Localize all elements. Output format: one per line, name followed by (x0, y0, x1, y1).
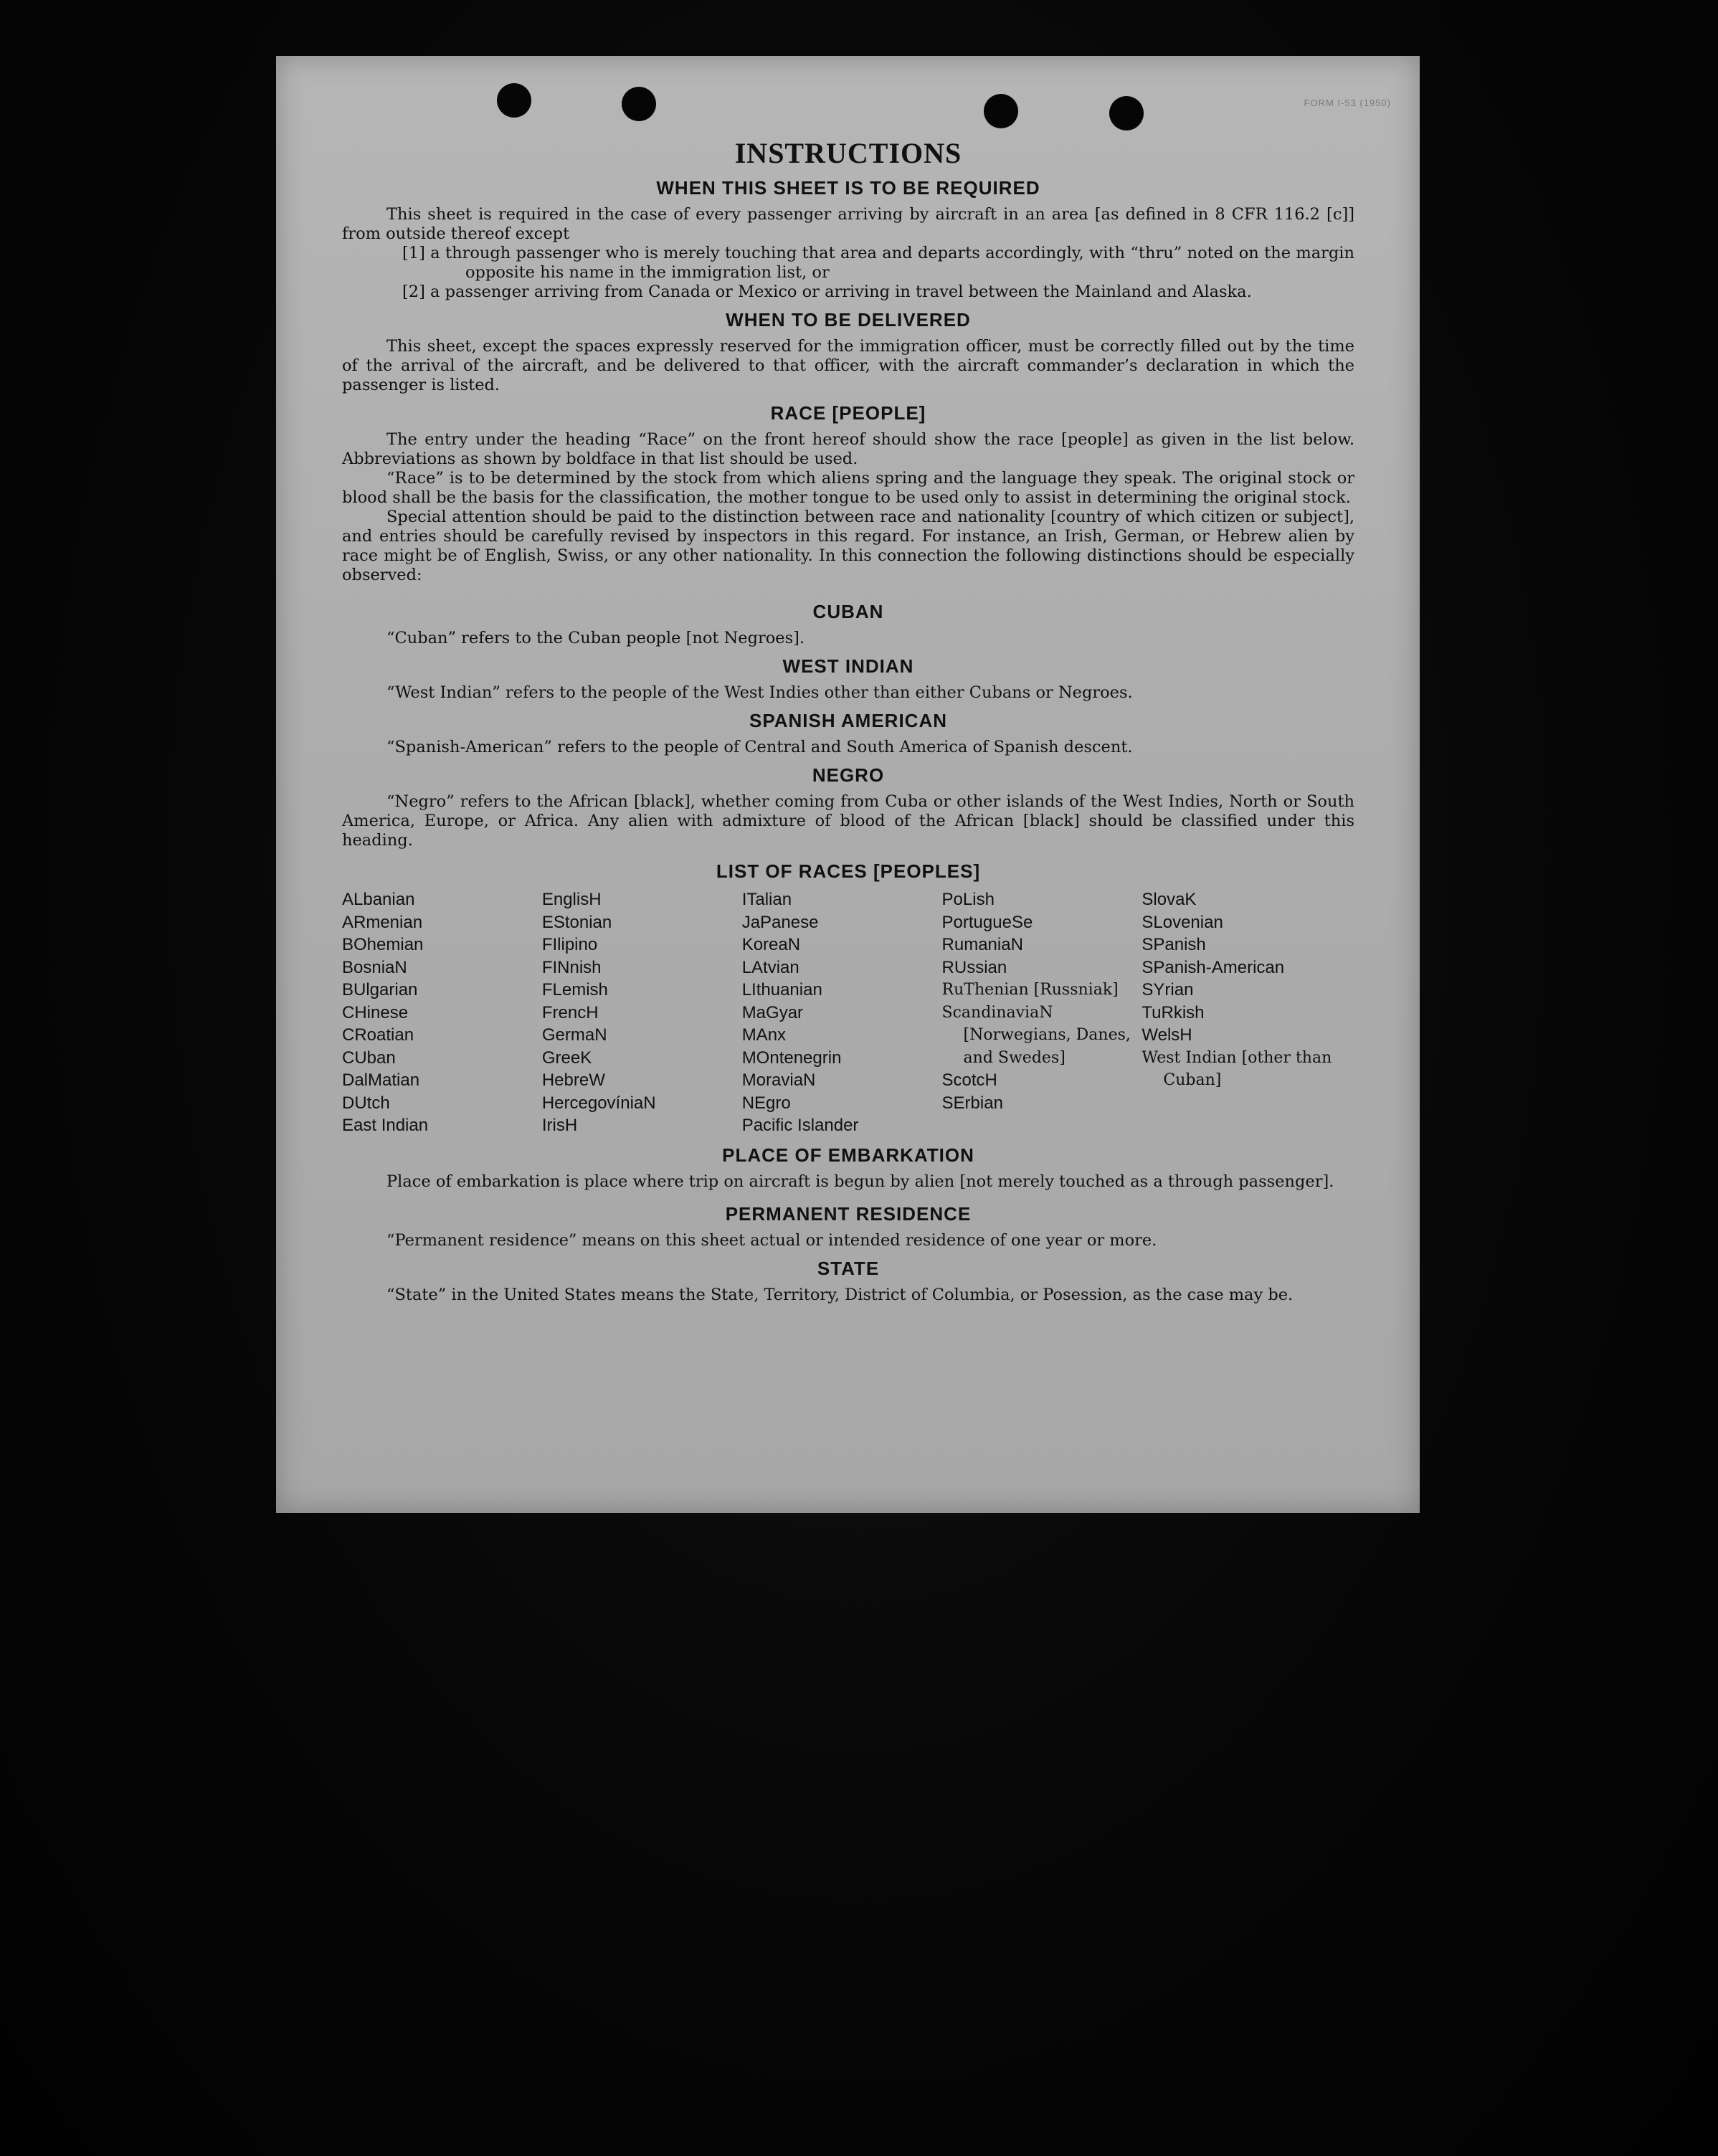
race-entry: EnglisH (541, 890, 602, 909)
heading-west-indian: WEST INDIAN (782, 655, 914, 677)
form-code: FORM I-53 (1950) (1304, 98, 1391, 108)
negro-text: “Negro” refers to the African [black], whether coming from Cuba or other islands of the West Indies, North or South America, Europe, or Africa. Any alien with admixture of blood of the African [black] should be classified under this heading. (342, 792, 1354, 850)
punch-hole (497, 83, 531, 118)
race-paragraph: Special attention should be paid to the distinction between race and nationality [country of which citizen or subject], and entries should be carefully revised by inspectors in this regard. For instance, an Irish, German, or Hebrew alien by race might be of English, Swiss, or any other nationality. In this connection the following distinctions should be especially observed: (342, 508, 1354, 584)
instructions-body (342, 136, 1354, 1305)
punch-hole (1109, 96, 1144, 130)
required-exception-1: [1] a through passenger who is merely touching that area and departs accordingly, with “thru” noted on the margin opposite his name in the immigration list, or (402, 244, 1354, 282)
punch-hole (622, 87, 656, 121)
race-entry: WelsH (1142, 1025, 1192, 1045)
race-entry: East Indian (342, 1116, 429, 1135)
required-intro: This sheet is required in the case of every passenger arriving by aircraft in an area [as defined in 8 CFR 116.2 [c]] from outside thereof except (342, 205, 1354, 243)
race-entry: GermaN (541, 1025, 607, 1045)
race-entry: JaPanese (741, 912, 819, 932)
race-entry: ITalian (741, 890, 792, 909)
race-entry: HebreW (541, 1070, 605, 1090)
race-entry: SPanish (1142, 935, 1206, 954)
heading-cuban: CUBAN (812, 601, 884, 622)
race-entry: SLovenian (1142, 912, 1223, 932)
race-entry: ScandinaviaN [Norwegians, Danes, and Swedes] (941, 1003, 1131, 1067)
race-entry: CHinese (342, 1002, 409, 1022)
race-entry: ARmenian (342, 912, 423, 932)
race-entry: IrisH (541, 1116, 578, 1135)
race-entry: BOhemian (342, 935, 424, 954)
race-entry: MAnx (741, 1025, 787, 1045)
race-entry: DUtch (342, 1093, 390, 1113)
race-column (1142, 888, 1354, 1137)
race-entry: EStonian (541, 912, 612, 932)
race-entry: ScotcH (941, 1070, 997, 1090)
race-entry: PoLish (941, 890, 995, 909)
race-paragraph: “Race” is to be determined by the stock from which aliens spring and the language they speak. The original stock or blood shall be the basis for the classification, the mother tongue to be used only to assist in determining the original stock. (342, 469, 1354, 507)
page-title: INSTRUCTIONS (734, 137, 962, 169)
race-entry: CRoatian (342, 1025, 414, 1045)
cuban-text: “Cuban” refers to the Cuban people [not Negroes]. (386, 629, 805, 647)
race-entry: RumaniaN (941, 935, 1023, 954)
race-entry: BosniaN (342, 957, 407, 977)
race-entry: FIlipino (541, 935, 598, 954)
race-column (342, 888, 542, 1137)
race-entry: MoraviaN (741, 1070, 816, 1090)
race-entry: TuRkish (1142, 1002, 1205, 1022)
race-entry: RUssian (941, 957, 1007, 977)
race-column (542, 888, 742, 1137)
heading-permanent-residence: PERMANENT RESIDENCE (725, 1202, 972, 1225)
heading-place-of-embarkation: PLACE OF EMBARKATION (722, 1144, 974, 1166)
race-entry: West Indian [other than Cuban] (1142, 1048, 1332, 1089)
race-entry: LIthuanian (741, 980, 822, 999)
race-paragraph: The entry under the heading “Race” on the front hereof should show the race [people] as given in the list below. Abbreviations as shown by boldface in that list should be used. (342, 430, 1354, 468)
instruction-sheet (276, 56, 1420, 1513)
race-entry: FrencH (541, 1002, 599, 1022)
west-indian-text: “West Indian” refers to the people of the West Indies other than either Cubans or Negroes. (386, 683, 1133, 702)
race-entry: Pacific Islander (741, 1116, 859, 1135)
race-column (742, 888, 942, 1137)
race-entry: CUban (342, 1048, 396, 1068)
race-entry: DalMatian (342, 1070, 420, 1090)
race-column (942, 888, 1142, 1137)
race-entry: SErbian (941, 1093, 1003, 1113)
race-entry: GreeK (541, 1048, 592, 1068)
race-entry: SYrian (1142, 980, 1194, 999)
race-entry: LAtvian (741, 957, 799, 977)
heading-race: RACE [PEOPLE] (770, 402, 926, 424)
embarkation-text: Place of embarkation is place where trip on aircraft is begun by alien [not merely touched as a through passenger]. (386, 1172, 1334, 1191)
race-entry: ALbanian (342, 890, 415, 909)
race-entry: FLemish (541, 980, 608, 999)
residence-text: “Permanent residence” means on this sheet actual or intended residence of one year or more. (386, 1230, 1157, 1250)
punch-hole (984, 94, 1018, 128)
race-entry: HercegovíniaN (541, 1093, 656, 1113)
race-entry: MaGyar (741, 1002, 804, 1022)
required-exception-2: [2] a passenger arriving from Canada or Mexico or arriving in travel between the Mainland and Alaska. (402, 282, 1252, 301)
heading-spanish-american: SPANISH AMERICAN (749, 710, 947, 731)
race-entry: FINnish (541, 957, 602, 977)
heading-state: STATE (817, 1257, 880, 1279)
heading-when-delivered: WHEN TO BE DELIVERED (726, 309, 971, 331)
race-entry: PortugueSe (941, 912, 1033, 932)
state-text: “State” in the United States means the State, Territory, District of Columbia, or Posession, as the case may be. (386, 1285, 1294, 1304)
spanish-american-text: “Spanish-American” refers to the people of Central and South America of Spanish descent. (386, 738, 1133, 756)
heading-when-required: WHEN THIS SHEET IS TO BE REQUIRED (656, 177, 1040, 199)
race-entry: KoreaN (741, 935, 801, 954)
race-list-table (342, 888, 1354, 1137)
race-entry: SPanish-American (1142, 957, 1285, 977)
race-entry: BUlgarian (342, 980, 418, 999)
heading-negro: NEGRO (812, 764, 885, 786)
delivered-text: This sheet, except the spaces expressly reserved for the immigration officer, must be correctly filled out by the time of the arrival of the aircraft, and be delivered to that officer, with the aircraft commander’s declaration in which the passenger is listed. (342, 337, 1354, 394)
heading-list-of-races: LIST OF RACES [PEOPLES] (716, 860, 981, 882)
race-entry: RuThenian [Russniak] (941, 981, 1119, 999)
race-entry: NEgro (741, 1093, 791, 1113)
race-entry: MOntenegrin (741, 1048, 842, 1068)
race-entry: SlovaK (1142, 890, 1197, 909)
